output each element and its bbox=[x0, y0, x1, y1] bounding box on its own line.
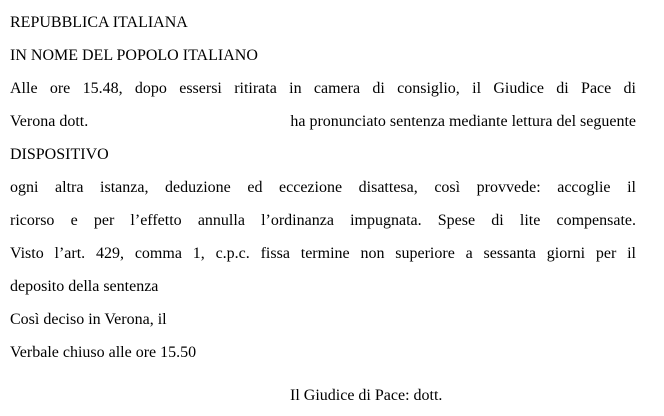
dispositivo-heading: DISPOSITIVO bbox=[10, 146, 109, 163]
body-line-2: ricorso e per l’effetto annulla l’ordinanza impugnata. Spese di lite compensate. bbox=[10, 212, 636, 229]
judge-signature-line: Il Giudice di Pace: dott. bbox=[290, 387, 443, 404]
intro-line-1: Alle ore 15.48, dopo essersi ritirata in camera di consiglio, il Giudice di Pace di bbox=[10, 80, 636, 97]
intro-line-2-left: Verona dott. bbox=[10, 113, 89, 130]
body-line-4: deposito della sentenza bbox=[10, 278, 159, 295]
decided-line: Così deciso in Verona, il bbox=[10, 311, 167, 328]
body-line-3: Visto l’art. 429, comma 1, c.p.c. fissa termine non superiore a sessanta giorni per il bbox=[10, 245, 636, 262]
header-republic: REPUBBLICA ITALIANA bbox=[10, 14, 188, 31]
document-body bbox=[10, 6, 636, 369]
body-line-1: ogni altra istanza, deduzione ed eccezione disattesa, così provvede: accoglie il bbox=[10, 179, 636, 196]
intro-line-2 bbox=[10, 105, 636, 138]
header-people: IN NOME DEL POPOLO ITALIANO bbox=[10, 47, 258, 64]
intro-line-2-right: ha pronunciato sentenza mediante lettura del seguente bbox=[290, 113, 636, 130]
closing-line: Verbale chiuso alle ore 15.50 bbox=[10, 344, 197, 361]
